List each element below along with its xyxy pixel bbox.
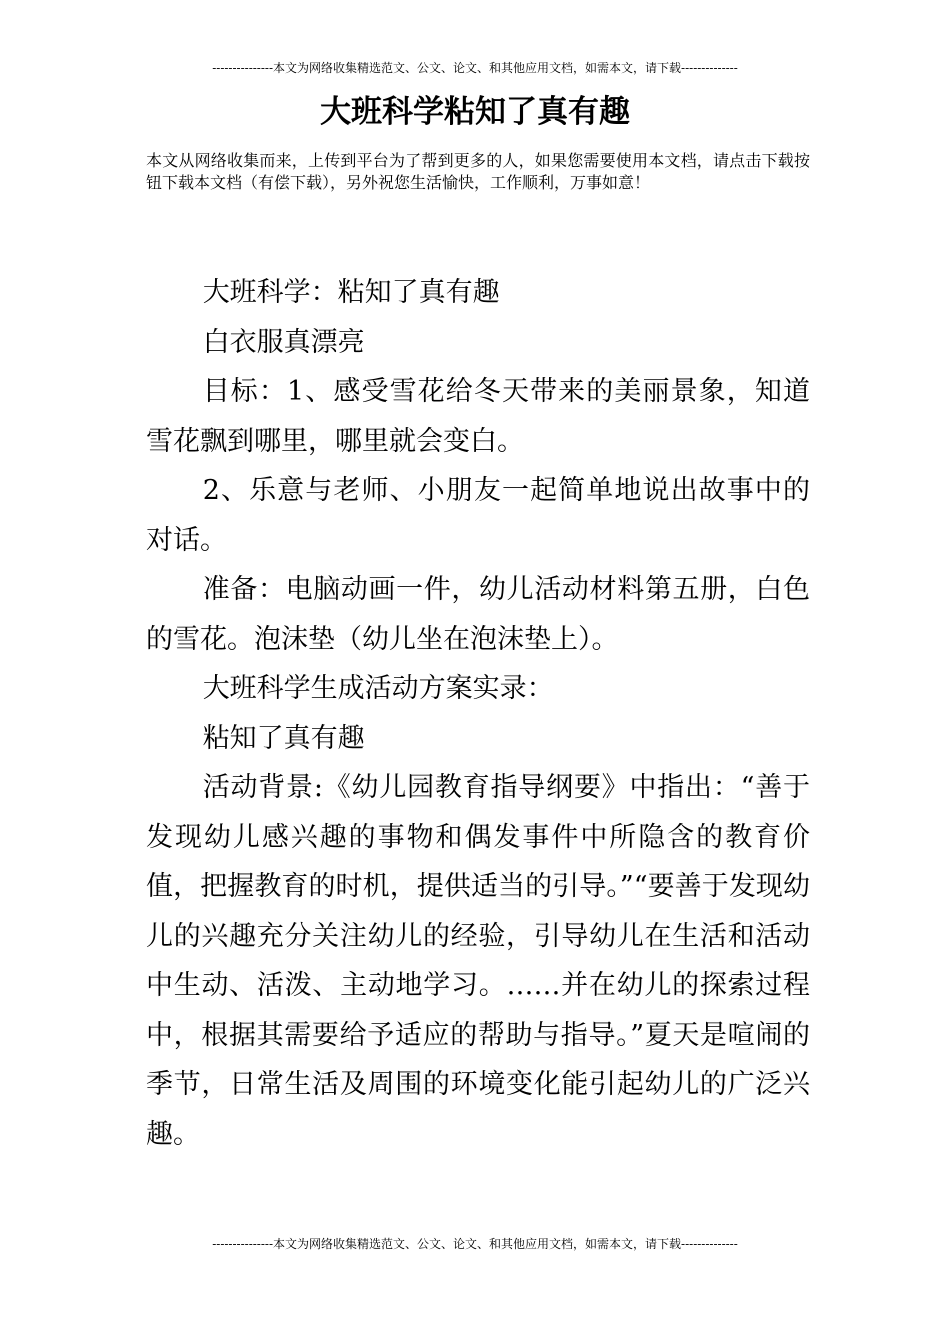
intro-paragraph: 本文从网络收集而来，上传到平台为了帮到更多的人，如果您需要使用本文档，请点击下载按钮下载本文档（有偿下载），另外祝您生活愉快，工作顺利，万事如意！ [146, 151, 810, 192]
body-paragraph-goal-1: 目标：1、感受雪花给冬天带来的美丽景象，知道雪花飘到哪里，哪里就会变白。 [146, 376, 810, 457]
body-paragraph-preparation: 准备：电脑动画一件，幼儿活动材料第五册，白色的雪花。泡沫垫（幼儿坐在泡沫垫上）。 [146, 574, 810, 655]
document-title: 大班科学粘知了真有趣 [320, 94, 630, 130]
body-paragraph-goal-2: 2、乐意与老师、小朋友一起简单地说出故事中的对话。 [146, 475, 810, 556]
body-paragraph-background: 活动背景:《幼儿园教育指导纲要》中指出：“善于发现幼儿感兴趣的事物和偶发事件中所隐含的教育价值，把握教育的时机，提供适当的引导。”“要善于发现幼儿的兴趣充分关注幼儿的经验，引导幼儿在生活和活动中生动、活泼、主动地学习。……并在幼儿的探索过程中，根据其需要给予适应的帮助与指导。”夏天是喧闹的季节，日常生活及周围的环境变化能引起幼儿的广泛兴趣。 [146, 772, 810, 1150]
body-paragraph-topic: 白衣服真漂亮 [202, 326, 365, 358]
body-paragraph-activity-name: 粘知了真有趣 [202, 722, 365, 754]
document-body [146, 268, 810, 1159]
footer-note: ---------------本文为网络收集精选范文、公文、论文、和其他应用文档，如需本文，请下载-------------- [212, 1237, 738, 1251]
body-paragraph-record-heading: 大班科学生成活动方案实录： [202, 673, 554, 704]
body-paragraph-subtitle: 大班科学：粘知了真有趣 [202, 277, 500, 308]
header-note: ---------------本文为网络收集精选范文、公文、论文、和其他应用文档，如需本文，请下载-------------- [212, 61, 738, 75]
